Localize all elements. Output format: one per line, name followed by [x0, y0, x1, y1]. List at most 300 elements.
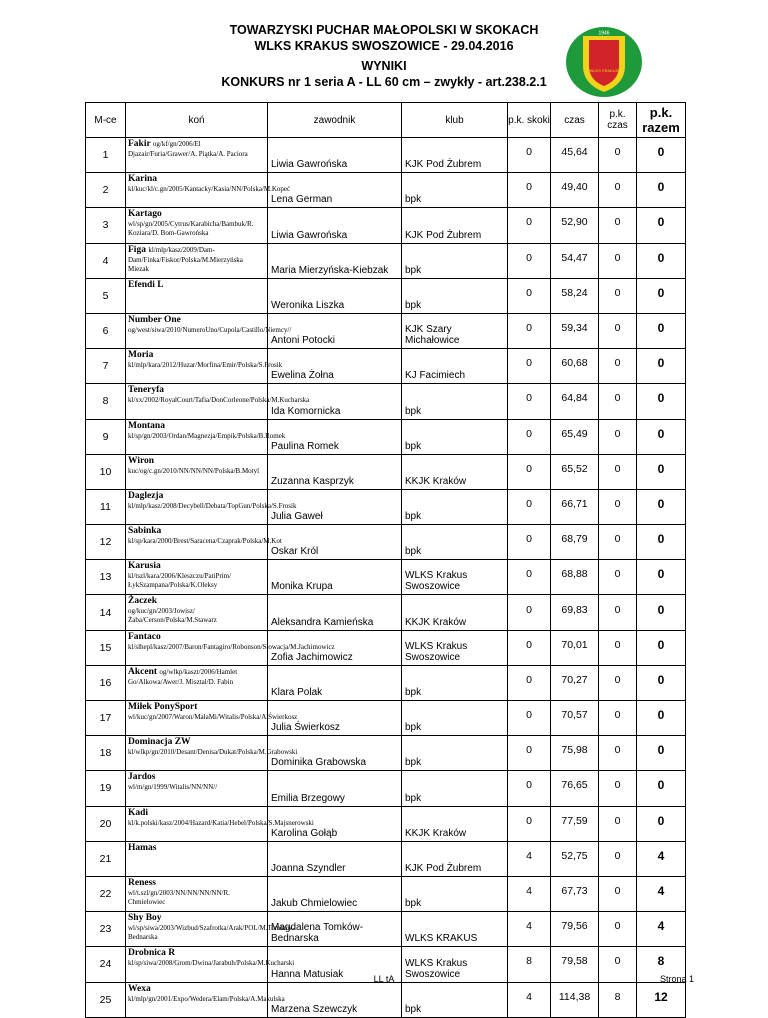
- cell-place: 22: [86, 876, 126, 911]
- cell-czas: 79,56: [551, 912, 599, 947]
- cell-czas: 67,73: [551, 876, 599, 911]
- cell-czas: 66,71: [551, 489, 599, 524]
- horse-name: Number One: [128, 314, 181, 325]
- title-block: [0, 22, 768, 54]
- horse-name-line: [128, 421, 265, 432]
- cell-club: KJ Facimiech: [402, 349, 508, 384]
- horse-name-line: [128, 632, 265, 643]
- table-row: [86, 630, 686, 665]
- cell-place: 17: [86, 701, 126, 736]
- cell-pk-skoki: 0: [508, 489, 551, 524]
- table-row: [86, 665, 686, 700]
- horse-name-line: [128, 209, 265, 220]
- cell-club: KJK Szary Michałowice: [402, 313, 508, 348]
- horse-name-line: [128, 948, 265, 959]
- cell-pk-czas: 0: [599, 771, 637, 806]
- table-row: [86, 489, 686, 524]
- cell-place: 16: [86, 665, 126, 700]
- col-czas: czas: [551, 103, 599, 138]
- horse-name-line: [128, 456, 265, 467]
- cell-horse: [126, 208, 268, 243]
- cell-pk-skoki: 4: [508, 876, 551, 911]
- horse-name-line: [128, 737, 265, 748]
- cell-place: 25: [86, 982, 126, 1017]
- horse-name: Hamas: [128, 842, 157, 853]
- cell-pk-razem: 0: [637, 595, 686, 630]
- horse-name: Efendi L: [128, 279, 164, 290]
- cell-rider: Ewelina Żołna: [268, 349, 402, 384]
- cell-horse: [126, 841, 268, 876]
- horse-desc: og/kuc/gn/2003/Jowisz/Żaba/Cerson/Polska/M.Stawarz: [128, 607, 217, 625]
- cell-rider: Oskar Król: [268, 525, 402, 560]
- cell-club: bpk: [402, 173, 508, 208]
- cell-rider: Julia Świerkosz: [268, 701, 402, 736]
- horse-desc: wl/m/gn/1999/Witalis/NN/NN//: [128, 783, 218, 792]
- cell-pk-czas: 0: [599, 595, 637, 630]
- cell-place: 20: [86, 806, 126, 841]
- cell-pk-razem: 4: [637, 876, 686, 911]
- horse-name-line: [128, 174, 265, 185]
- cell-pk-skoki: 0: [508, 595, 551, 630]
- horse-desc: kl/wlkp/gn/2010/Desant/Denisa/Dukat/Polska/M.Grabowski: [128, 748, 298, 757]
- cell-pk-razem: 0: [637, 806, 686, 841]
- cell-place: 4: [86, 243, 126, 278]
- cell-pk-czas: 0: [599, 560, 637, 595]
- cell-rider: Jakub Chmielowiec: [268, 876, 402, 911]
- horse-name-line: [128, 772, 265, 783]
- cell-place: 21: [86, 841, 126, 876]
- cell-rider: Lena German: [268, 173, 402, 208]
- horse-inline-desc: kl/mlp/kasz/2009/Dam-: [148, 245, 215, 254]
- col-pk-skoki: p.k. skoki: [508, 103, 551, 138]
- cell-pk-skoki: 8: [508, 947, 551, 982]
- horse-desc: wl/t.szl/gn/2003/NN/NN/NN/NN/R. Chmielowiec: [128, 888, 230, 906]
- horse-name: Dominacja ZW: [128, 737, 191, 748]
- horse-name-line: [128, 280, 265, 291]
- cell-czas: 65,52: [551, 454, 599, 489]
- cell-pk-razem: 0: [637, 454, 686, 489]
- cell-pk-czas: 0: [599, 278, 637, 313]
- cell-club: KJK Pod Żubrem: [402, 841, 508, 876]
- horse-name: Montana: [128, 420, 165, 431]
- footer-center: LL tA: [373, 974, 395, 984]
- cell-club: bpk: [402, 243, 508, 278]
- cell-rider: Hanna Matusiak: [268, 947, 402, 982]
- cell-pk-skoki: 0: [508, 630, 551, 665]
- cell-horse: [126, 595, 268, 630]
- table-row: [86, 912, 686, 947]
- cell-club: KJK Pod Żubrem: [402, 138, 508, 173]
- cell-pk-czas: 0: [599, 454, 637, 489]
- cell-pk-skoki: 4: [508, 912, 551, 947]
- horse-name: Teneryfa: [128, 385, 165, 396]
- cell-club: bpk: [402, 771, 508, 806]
- table-row: [86, 384, 686, 419]
- horse-desc: kl/sp/gn/2003/Ordan/Magnezja/Empik/Polska/B.Romek: [128, 431, 286, 440]
- cell-pk-skoki: 0: [508, 806, 551, 841]
- horse-name-line: [128, 913, 265, 924]
- cell-place: 10: [86, 454, 126, 489]
- horse-name: Daglezja: [128, 490, 164, 501]
- title-line-2: WLKS KRAKUS SWOSZOWICE - 29.04.2016: [254, 39, 514, 53]
- table-row: [86, 138, 686, 173]
- cell-rider: Antoni Potocki: [268, 313, 402, 348]
- cell-pk-skoki: 0: [508, 138, 551, 173]
- cell-czas: 70,57: [551, 701, 599, 736]
- cell-pk-razem: 0: [637, 384, 686, 419]
- horse-name-line: [128, 984, 265, 995]
- horse-name-line: [128, 561, 265, 572]
- horse-desc: kuc/og/c.gn/2010/NN/NN/NN/Polska/B.Motyl: [128, 466, 260, 475]
- col-kon: koń: [126, 103, 268, 138]
- cell-czas: 52,75: [551, 841, 599, 876]
- cell-pk-czas: 0: [599, 806, 637, 841]
- table-row: [86, 173, 686, 208]
- cell-pk-skoki: 0: [508, 349, 551, 384]
- horse-name-line: [128, 596, 265, 607]
- cell-czas: 60,68: [551, 349, 599, 384]
- cell-horse: [126, 736, 298, 771]
- table-row: [86, 771, 686, 806]
- horse-name-line: [128, 350, 265, 361]
- cell-club: bpk: [402, 982, 508, 1017]
- cell-czas: 68,79: [551, 525, 599, 560]
- horse-name-line: [128, 315, 265, 326]
- cell-place: 11: [86, 489, 126, 524]
- cell-pk-razem: 0: [637, 771, 686, 806]
- cell-place: 8: [86, 384, 126, 419]
- cell-horse: [126, 349, 283, 384]
- horse-desc: kl/kuc/kl/c.gn/2005/Kantacky/Kasia/NN/Polska/M.Kopeć: [128, 185, 291, 194]
- cell-pk-czas: 0: [599, 947, 637, 982]
- cell-horse: [126, 912, 295, 947]
- col-pk-razem: p.k. razem: [637, 103, 686, 138]
- cell-club: bpk: [402, 384, 508, 419]
- cell-pk-razem: 0: [637, 419, 686, 454]
- horse-name: Jardos: [128, 772, 156, 783]
- cell-pk-razem: 0: [637, 701, 686, 736]
- cell-rider: Liwia Gawrońska: [268, 208, 402, 243]
- cell-czas: 65,49: [551, 419, 599, 454]
- cell-czas: 77,59: [551, 806, 599, 841]
- cell-czas: 75,98: [551, 736, 599, 771]
- horse-name-line: [128, 878, 265, 889]
- cell-horse: [126, 138, 268, 173]
- cell-pk-czas: 0: [599, 841, 637, 876]
- cell-pk-czas: 0: [599, 384, 637, 419]
- cell-pk-skoki: 0: [508, 736, 551, 771]
- cell-pk-razem: 0: [637, 313, 686, 348]
- cell-club: bpk: [402, 525, 508, 560]
- horse-desc: kl/sp/kara/2000/Brest/Saracena/Czaprak/Polska/M.Kot: [128, 537, 282, 546]
- cell-pk-skoki: 0: [508, 771, 551, 806]
- col-mce: M-ce: [86, 103, 126, 138]
- cell-pk-razem: 0: [637, 489, 686, 524]
- cell-place: 18: [86, 736, 126, 771]
- cell-rider: Klara Polak: [268, 665, 402, 700]
- horse-name: Wiron: [128, 455, 155, 466]
- horse-desc: Djazair/Furia/Grawer/A. Piątka/A. Paciora: [128, 150, 248, 158]
- cell-horse: [126, 876, 268, 911]
- cell-club: bpk: [402, 489, 508, 524]
- cell-club: WLKS Krakus Swoszowice: [402, 947, 508, 982]
- cell-horse: [126, 982, 285, 1017]
- horse-name: Miłek PonySport: [128, 702, 198, 712]
- cell-czas: 54,47: [551, 243, 599, 278]
- cell-place: 7: [86, 349, 126, 384]
- horse-desc: kl/mlp/kara/2012/Huzar/Morfina/Emir/Polska/S.Frosik: [128, 361, 283, 370]
- cell-pk-razem: 12: [637, 982, 686, 1017]
- cell-place: 15: [86, 630, 126, 665]
- cell-pk-razem: 0: [637, 278, 686, 313]
- cell-czas: 68,88: [551, 560, 599, 595]
- cell-pk-razem: 0: [637, 736, 686, 771]
- table-row: [86, 876, 686, 911]
- cell-club: bpk: [402, 876, 508, 911]
- col-klub: klub: [402, 103, 508, 138]
- horse-name-line: [128, 245, 265, 256]
- cell-pk-czas: 0: [599, 208, 637, 243]
- cell-czas: 70,27: [551, 665, 599, 700]
- cell-czas: 52,90: [551, 208, 599, 243]
- cell-club: WLKS KRAKUS: [402, 912, 508, 947]
- cell-rider: Maria Mierzyńska-Kiebzak: [268, 243, 402, 278]
- cell-pk-skoki: 0: [508, 243, 551, 278]
- horse-name: Shy Boy: [128, 913, 162, 924]
- horse-name-line: [128, 526, 265, 537]
- col-pk-czas: p.k. czas: [599, 103, 637, 138]
- cell-pk-czas: 0: [599, 489, 637, 524]
- cell-rider: Monika Krupa: [268, 560, 402, 595]
- horse-name-line: [128, 843, 265, 854]
- cell-pk-razem: 4: [637, 841, 686, 876]
- club-logo: [565, 26, 643, 98]
- table-header: [86, 103, 686, 138]
- cell-place: 24: [86, 947, 126, 982]
- cell-pk-czas: 0: [599, 701, 637, 736]
- horse-name-line: [128, 667, 265, 678]
- cell-pk-czas: 0: [599, 525, 637, 560]
- cell-club: KKJK Kraków: [402, 454, 508, 489]
- table-row: [86, 454, 686, 489]
- cell-rider: Karolina Gołąb: [268, 806, 402, 841]
- cell-rider: Julia Gaweł: [268, 489, 402, 524]
- horse-desc: wl/sp/siwa/2003/Wizbud/Szafrotka/Arak/POL/M.Tomków-Bednarska: [128, 924, 295, 942]
- cell-pk-skoki: 0: [508, 525, 551, 560]
- cell-horse: [126, 701, 298, 736]
- cell-horse: [126, 771, 268, 806]
- cell-pk-czas: 8: [599, 982, 637, 1017]
- horse-name: Moria: [128, 350, 154, 361]
- cell-pk-czas: 0: [599, 419, 637, 454]
- cell-czas: 45,64: [551, 138, 599, 173]
- horse-name: Kartago: [128, 209, 162, 220]
- horse-name-line: [128, 385, 265, 396]
- cell-pk-skoki: 0: [508, 701, 551, 736]
- cell-club: bpk: [402, 278, 508, 313]
- horse-name-line: [128, 491, 265, 502]
- cell-club: bpk: [402, 419, 508, 454]
- cell-rider: Dominika Grabowska: [268, 736, 402, 771]
- cell-horse: [126, 243, 268, 278]
- cell-rider: Emilia Brzegowy: [268, 771, 402, 806]
- horse-desc: og/west/siwa/2010/NumeroUno/Cupola/Castillo/Niemcy//: [128, 325, 292, 334]
- cell-place: 14: [86, 595, 126, 630]
- horse-name: Fantaco: [128, 631, 161, 642]
- subtitle-line-2: KONKURS nr 1 seria A - LL 60 cm – zwykły - art.238.2.1: [221, 75, 547, 89]
- results-body: [86, 138, 686, 1018]
- cell-club: KJK Pod Żubrem: [402, 208, 508, 243]
- horse-desc: kl/xx/2002/RoyalCourt/Tafia/DonCorleone/Polska/M.Kucharska: [128, 396, 310, 405]
- cell-pk-razem: 0: [637, 560, 686, 595]
- horse-name: Karina: [128, 174, 158, 185]
- logo-text: WLKS KRAKUS: [589, 68, 619, 73]
- table-row: [86, 349, 686, 384]
- cell-rider: Joanna Szyndler: [268, 841, 402, 876]
- cell-club: KKJK Kraków: [402, 806, 508, 841]
- table-row: [86, 701, 686, 736]
- cell-place: 12: [86, 525, 126, 560]
- cell-horse: [126, 173, 291, 208]
- cell-place: 19: [86, 771, 126, 806]
- horse-name: Drobnica R: [128, 948, 176, 959]
- cell-pk-czas: 0: [599, 313, 637, 348]
- cell-place: 23: [86, 912, 126, 947]
- horse-name: Sabinka: [128, 526, 162, 537]
- cell-pk-skoki: 4: [508, 841, 551, 876]
- cell-czas: 49,40: [551, 173, 599, 208]
- horse-desc: wl/kuc/gn/2007/Waron/MałaMi/Witalis/Polska/A.Świerkosz: [128, 713, 298, 721]
- cell-rider: Magdalena Tomków-Bednarska: [268, 912, 402, 947]
- cell-rider: Ida Komornicka: [268, 384, 402, 419]
- horse-name: Żaczek: [128, 596, 158, 607]
- cell-pk-razem: 8: [637, 947, 686, 982]
- horse-desc: kl/mlp/kasz/2008/Decybell/Debata/TopGun/Polska/S.Frosik: [128, 501, 297, 510]
- table-row: [86, 525, 686, 560]
- horse-inline-desc: og/wlkp/kaszt/2006/Hamlet: [159, 667, 238, 676]
- cell-czas: 114,38: [551, 982, 599, 1017]
- horse-name-line: [128, 702, 265, 713]
- cell-pk-razem: 0: [637, 349, 686, 384]
- cell-pk-czas: 0: [599, 665, 637, 700]
- horse-name-line: [128, 808, 265, 819]
- cell-pk-razem: 0: [637, 630, 686, 665]
- cell-czas: 70,01: [551, 630, 599, 665]
- table-row: [86, 982, 686, 1017]
- table-row: [86, 560, 686, 595]
- cell-horse: [126, 525, 282, 560]
- cell-pk-czas: 0: [599, 138, 637, 173]
- cell-pk-czas: 0: [599, 173, 637, 208]
- horse-name-line: [128, 139, 265, 150]
- horse-desc: Dam/Finka/Fiskor/Polska/M.Mierzyńska Miezak: [128, 255, 243, 273]
- horse-name: Figa: [128, 244, 146, 255]
- subtitle-line-1: WYNIKI: [361, 59, 407, 73]
- horse-name: Karusia: [128, 561, 161, 572]
- table-row: [86, 736, 686, 771]
- cell-club: KKJK Kraków: [402, 595, 508, 630]
- cell-horse: [126, 454, 268, 489]
- cell-pk-skoki: 0: [508, 454, 551, 489]
- horse-desc: kl/mlp/gn/2001/Expo/Wedera/Elam/Polska/A.Makulska: [128, 994, 285, 1003]
- horse-name: Fakir: [128, 139, 151, 149]
- cell-pk-skoki: 0: [508, 173, 551, 208]
- cell-rider: Marzena Szewczyk: [268, 982, 402, 1017]
- cell-pk-skoki: 0: [508, 560, 551, 595]
- results-table: [85, 102, 686, 1018]
- cell-place: 6: [86, 313, 126, 348]
- cell-pk-razem: 0: [637, 173, 686, 208]
- cell-pk-czas: 0: [599, 876, 637, 911]
- cell-pk-czas: 0: [599, 630, 637, 665]
- horse-desc: kl/k.polski/kasz/2004/Hazard/Katia/Hebel/Polska/S.Majsnerowski: [128, 818, 314, 827]
- table-row: [86, 278, 686, 313]
- cell-rider: Weronika Liszka: [268, 278, 402, 313]
- cell-czas: 69,83: [551, 595, 599, 630]
- cell-pk-skoki: 0: [508, 419, 551, 454]
- cell-czas: 58,24: [551, 278, 599, 313]
- cell-pk-czas: 0: [599, 349, 637, 384]
- cell-czas: 76,65: [551, 771, 599, 806]
- table-row: [86, 313, 686, 348]
- cell-horse: [126, 313, 292, 348]
- cell-pk-skoki: 0: [508, 665, 551, 700]
- title-line-1: TOWARZYSKI PUCHAR MAŁOPOLSKI W SKOKACH: [229, 23, 539, 37]
- cell-horse: [126, 560, 268, 595]
- horse-name: Wexa: [128, 983, 151, 994]
- cell-club: bpk: [402, 701, 508, 736]
- cell-pk-razem: 0: [637, 208, 686, 243]
- page-number: Strona 1: [660, 974, 695, 984]
- cell-pk-razem: 0: [637, 665, 686, 700]
- cell-place: 1: [86, 138, 126, 173]
- horse-desc: kl/sp/siwa/2008/Grom/Dwina/Jarabuh/Polska/M.Kucharski: [128, 959, 295, 968]
- cell-pk-skoki: 0: [508, 313, 551, 348]
- cell-czas: 59,34: [551, 313, 599, 348]
- cell-pk-skoki: 0: [508, 278, 551, 313]
- cell-czas: 79,58: [551, 947, 599, 982]
- cell-pk-czas: 0: [599, 736, 637, 771]
- cell-pk-skoki: 0: [508, 208, 551, 243]
- horse-desc: kl/slhepl/kasz/2007/Baron/Fantagiro/Robonson/Słowacja/M.Jachimowicz: [128, 642, 335, 651]
- cell-place: 9: [86, 419, 126, 454]
- horse-desc: kl/tszl/kara/2006/Kleszczu/PatiPrim/ŁykSzampana/Polska/K.Oleksy: [128, 572, 232, 590]
- cell-pk-czas: 0: [599, 243, 637, 278]
- cell-place: 13: [86, 560, 126, 595]
- table-row: [86, 419, 686, 454]
- cell-rider: Liwia Gawrońska: [268, 138, 402, 173]
- cell-club: bpk: [402, 736, 508, 771]
- logo-year: 1946: [598, 30, 610, 37]
- cell-rider: Paulina Romek: [268, 419, 402, 454]
- cell-rider: Aleksandra Kamieńska: [268, 595, 402, 630]
- cell-place: 3: [86, 208, 126, 243]
- table-row: [86, 208, 686, 243]
- cell-club: bpk: [402, 665, 508, 700]
- horse-desc: Go/Alkowa/Awer/J. Misztal/D. Fabin: [128, 677, 234, 686]
- cell-pk-skoki: 4: [508, 982, 551, 1017]
- cell-pk-razem: 0: [637, 525, 686, 560]
- cell-rider: Zofia Jachimowicz: [268, 630, 402, 665]
- cell-club: WLKS Krakus Swoszowice: [402, 560, 508, 595]
- table-row: [86, 595, 686, 630]
- cell-horse: [126, 419, 286, 454]
- cell-pk-razem: 0: [637, 138, 686, 173]
- horse-desc: wl/sp/gn/2005/Cytrus/Karabicha/Bambuk/R. Koziara/D. Bom-Gawrońska: [128, 220, 254, 238]
- cell-horse: [126, 665, 268, 700]
- cell-place: 5: [86, 278, 126, 313]
- horse-name: Kadi: [128, 807, 149, 818]
